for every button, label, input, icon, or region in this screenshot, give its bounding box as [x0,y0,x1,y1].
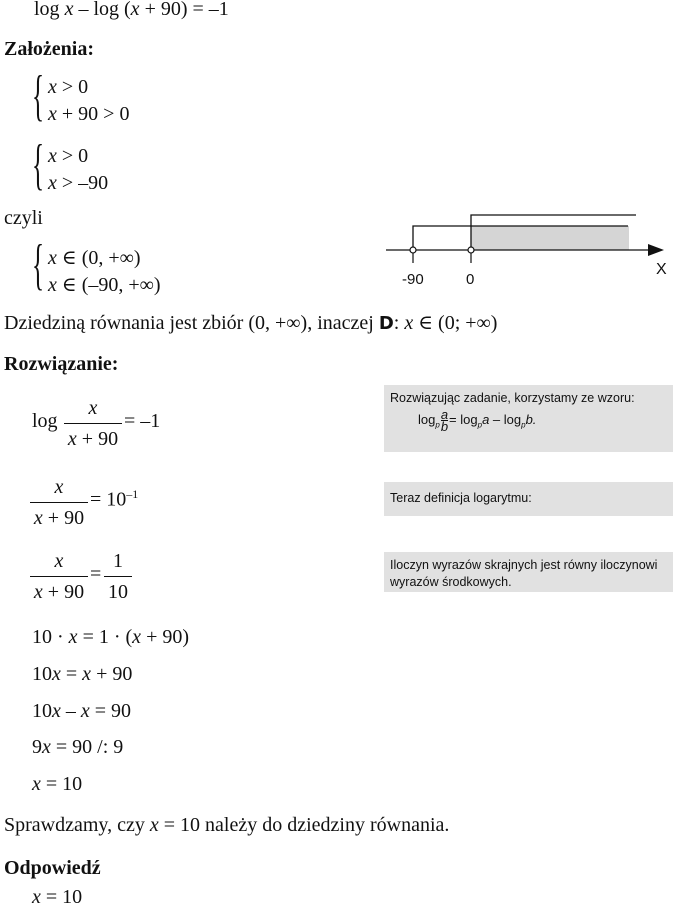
step6-line: 10x – x = 90 [32,700,132,722]
answer-value: x = 10 [32,886,83,908]
czyli-label: czyli [4,207,43,229]
system3-brace: { [32,234,45,296]
answer-heading: Odpowiedź [4,857,101,879]
number-line-diagram [380,205,675,295]
main-equation: log x – log (x + 90) = –1 [34,0,229,20]
note-log-definition [384,482,673,516]
system1-brace: { [32,65,45,127]
axis-label-x: X [656,261,667,278]
system1-row1: x > 0 [48,76,89,98]
step3-equals: = [90,563,102,585]
open-point-minus-90 [410,247,416,253]
step2-rhs: = $10^{-1}$ [90,487,139,511]
open-point-zero [468,247,474,253]
note-cross-multiplication [384,552,673,592]
label-minus-90: -90 [402,271,424,288]
step7-line: 9x = 90 /: 9 [32,736,124,758]
system2-row1: x > 0 [48,145,89,167]
label-zero: 0 [466,271,475,288]
step5-line: 10x = x + 90 [32,663,133,685]
step1-log: log [32,410,58,432]
step3-fraction-left: x x + 90 [30,548,88,605]
system2-row2: x > –90 [48,172,109,194]
log-quotient-formula: $\log_p\frac{a}{b}$ = $\log_pa - \log_pb$. [418,407,537,434]
step3-fraction-right: 1 10 [104,548,132,605]
note-log-quotient-rule [384,385,673,452]
step4-line: 10 · x = 1 · (x + 90) [32,626,190,648]
note-log-definition-text: Teraz definicja logarytmu: [390,491,532,505]
domain-statement: Dziedziną równania jest zbiór (0, +∞), inaczej D: x ∈ (0; +∞) [4,312,498,334]
step1-fraction: x x + 90 [64,395,122,452]
step1-rhs: = –1 [124,410,161,432]
system2-brace: { [32,134,45,196]
step2-fraction: x x + 90 [30,474,88,531]
axis-arrow [648,244,664,256]
step8-line: x = 10 [32,773,83,795]
solution-heading: Rozwiązanie: [4,353,119,375]
note-cross-multiplication-text: Iloczyn wyrazów skrajnych jest równy iloczynowi wyrazów środkowych. [390,558,658,589]
blackboard-d-symbol: D [378,313,394,334]
note-log-quotient-rule-text: Rozwiązując zadanie, korzystamy ze wzoru: [390,391,635,405]
system3-row1: x ∈ (0, +∞) [48,247,141,269]
domain-shaded-region [471,226,629,250]
system3-row2: x ∈ (–90, +∞) [48,274,161,296]
system1-row2: x + 90 > 0 [48,103,130,125]
check-statement: Sprawdzamy, czy x = 10 należy do dziedziny równania. [4,814,450,836]
assumptions-heading: Założenia: [4,38,94,60]
